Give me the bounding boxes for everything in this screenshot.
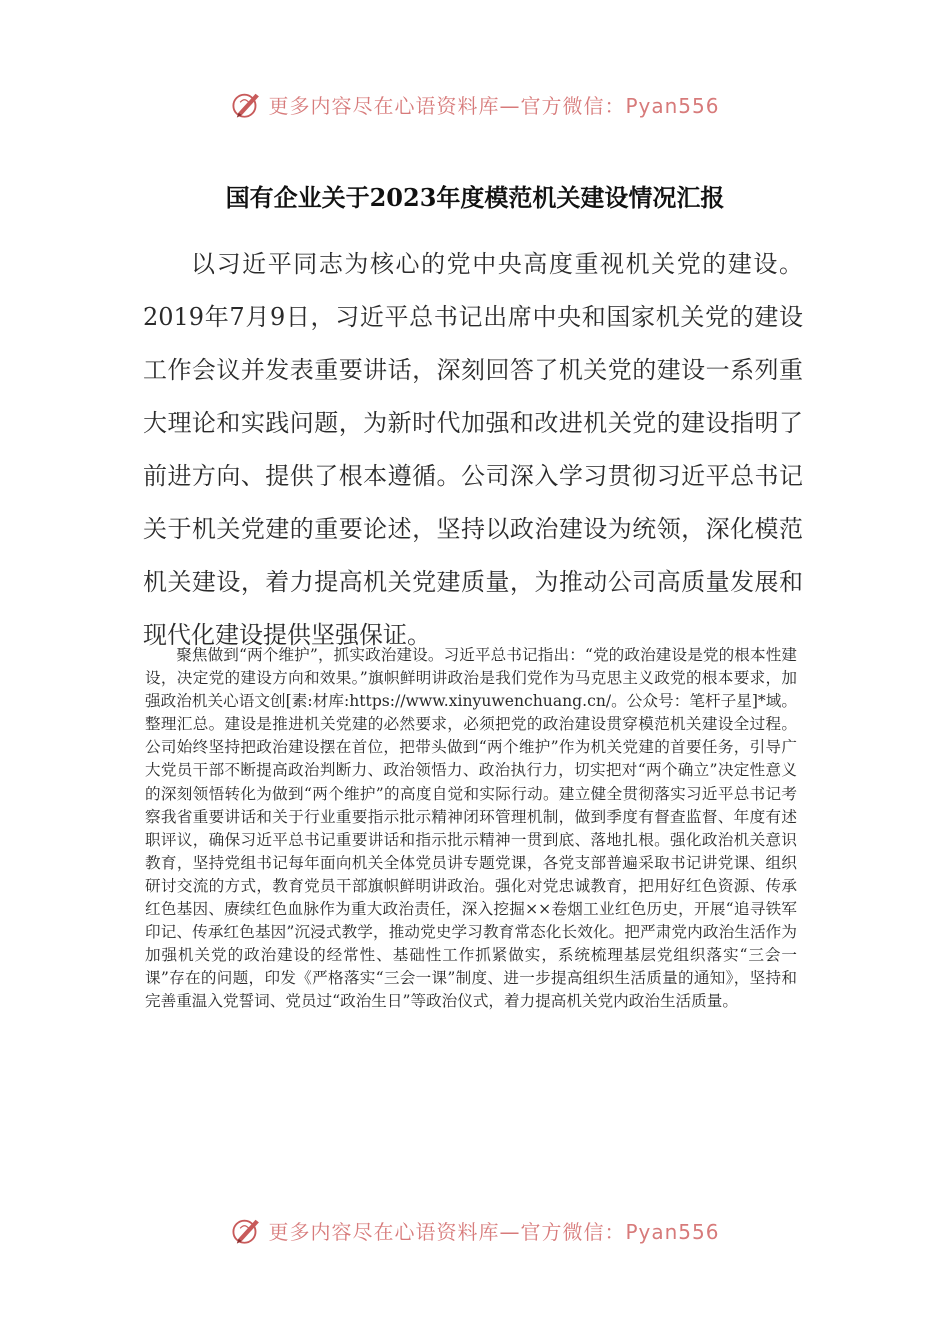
intro-paragraph: 以习近平同志为核心的党中央高度重视机关党的建设。2019年7月9日，习近平总书记出席中央和国家机关党的建设工作会议并发表重要讲话，深刻回答了机关党的建设一系列重大理论和实践问题，为新时代加强和改进机关党的建设指明了前进方向、提供了根本遵循。公司深入学习贯彻习近平总书记关于机关党建的重要论述，坚持以政治建设为统领，深化模范机关建设，着力提高机关党建质量，为推动公司高质量发展和现代化建设提供坚强保证。 bbox=[143, 250, 803, 649]
watermark-header bbox=[0, 84, 950, 124]
watermark-text: 更多内容尽在心语资料库—官方微信：Pyan556 bbox=[268, 93, 720, 118]
pen-logo-icon bbox=[230, 1213, 264, 1247]
body-paragraph: 聚焦做到“两个维护”，抓实政治建设。习近平总书记指出：“党的政治建设是党的根本性建设，决定党的建设方向和效果。”旗帜鲜明讲政治是我们党作为马克思主义政党的根本要求，加强政治机关心语文创[素:材库:https://www.xinyuwenchuang.cn/。公众号：笔杆子星]*域。整理汇总。建设是推进机关党建的必然要求，必须把党的政治建设贯穿模范机关建设全过程。公司始终坚持把政治建设摆在首位，把带头做到“两个维护”作为机关党建的首要任务，引导广大党员干部不断提高政治判断力、政治领悟力、政治执行力，切实把对“两个确立”决定性意义的深刻领悟转化为做到“两个维护”的高度自觉和实际行动。建立健全贯彻落实习近平总书记考察我省重要讲话和关于行业重要指示批示精神闭环管理机制，做到季度有督查监督、年度有述职评议，确保习近平总书记重要讲话和指示批示精神一贯到底、落地扎根。强化政治机关意识教育，坚持党组书记每年面向机关全体党员讲专题党课，各党支部普遍采取书记讲党课、组织研讨交流的方式，教育党员干部旗帜鲜明讲政治。强化对党忠诚教育，把用好红色资源、传承红色基因、赓续红色血脉作为重大政治责任，深入挖掘××卷烟工业红色历史，开展“追寻铁军印记、传承红色基因”沉浸式教学，推动党史学习教育常态化长效化。把严肃党内政治生活作为加强机关党的政治建设的经常性、基础性工作抓紧做实，系统梳理基层党组织落实“三会一课”存在的问题，印发《严格落实“三会一课”制度、进一步提高组织生活质量的通知》，坚持和完善重温入党誓词、党员过“政治生日”等政治仪式，着力提高机关党内政治生活质量。 bbox=[145, 646, 797, 1011]
document-title: 国有企业关于2023年度模范机关建设情况汇报 bbox=[225, 183, 725, 212]
watermark-text: 更多内容尽在心语资料库—官方微信：Pyan556 bbox=[268, 1219, 720, 1244]
pen-logo-icon bbox=[230, 87, 264, 121]
watermark-footer bbox=[0, 1210, 950, 1250]
